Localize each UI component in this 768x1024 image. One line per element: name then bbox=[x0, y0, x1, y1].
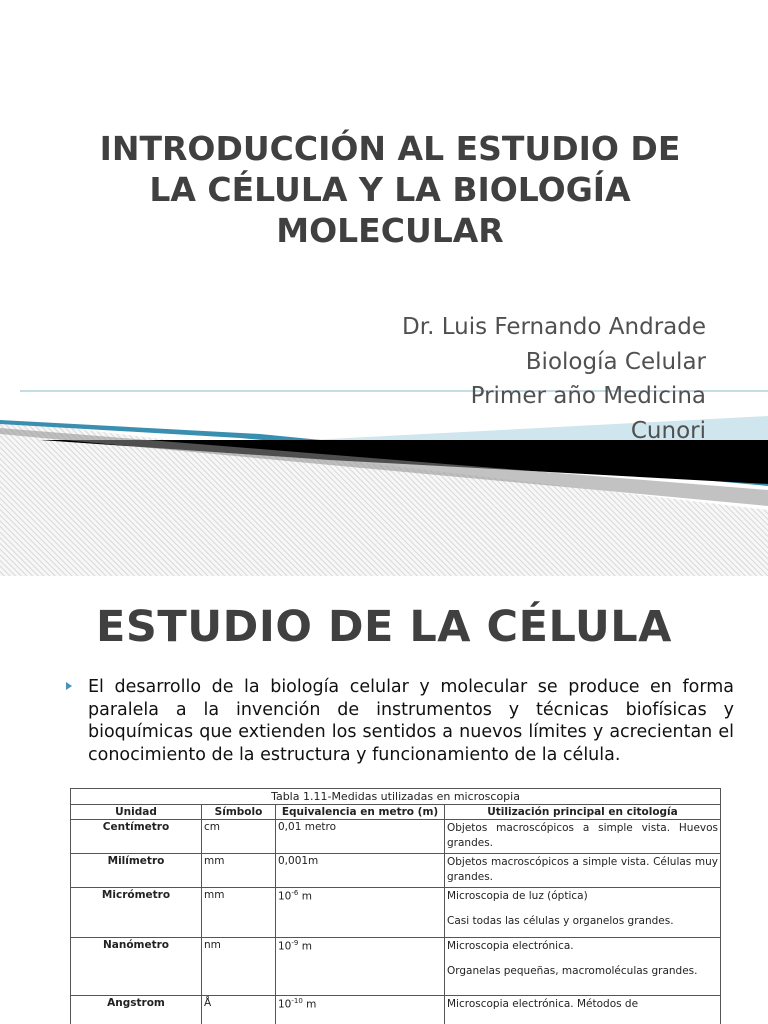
unit-cell: Milímetro bbox=[71, 854, 202, 888]
table-row bbox=[71, 854, 721, 888]
author-name: Dr. Luis Fernando Andrade bbox=[402, 314, 706, 340]
symbol-cell: cm bbox=[202, 820, 276, 854]
use-cell: Objetos macroscópicos a simple vista. Células muy grandes. bbox=[445, 854, 721, 888]
unit-cell: Angstrom bbox=[71, 996, 202, 1024]
unit-cell: Centímetro bbox=[71, 820, 202, 854]
author-info bbox=[402, 310, 706, 448]
title-line: INTRODUCCIÓN AL ESTUDIO DE bbox=[99, 129, 681, 168]
slide-title bbox=[40, 128, 740, 251]
symbol-cell: Å bbox=[202, 996, 276, 1024]
measurement-table bbox=[70, 788, 721, 1024]
course-name: Biología Celular bbox=[525, 348, 706, 375]
title-line: LA CÉLULA Y LA BIOLOGÍA bbox=[149, 170, 631, 209]
equivalence-cell: 0,01 metro bbox=[276, 820, 445, 854]
use-cell: Microscopia electrónica. Métodos de bbox=[445, 996, 721, 1024]
equivalence-cell: 0,001m bbox=[276, 854, 445, 888]
use-cell: Microscopia de luz (óptica) Casi todas las células y organelos grandes. bbox=[445, 888, 721, 938]
bullet-item bbox=[66, 676, 734, 766]
table-header-row bbox=[71, 805, 721, 820]
unit-cell: Nanómetro bbox=[71, 938, 202, 996]
slide-title: ESTUDIO DE LA CÉLULA bbox=[96, 602, 672, 652]
table-row bbox=[71, 938, 721, 996]
table-row bbox=[71, 996, 721, 1024]
institution: Cunori bbox=[630, 417, 706, 444]
equivalence-cell: $10^{-6}$ m bbox=[276, 888, 445, 938]
use-cell: Microscopia electrónica. Organelas pequeñas, macromoléculas grandes. bbox=[445, 938, 721, 996]
title-line: MOLECULAR bbox=[276, 211, 504, 250]
column-header: Equivalencia en metro (m) bbox=[276, 805, 445, 820]
table-row bbox=[71, 888, 721, 938]
measurement-table-container bbox=[70, 788, 722, 1024]
use-cell: Objetos macroscópicos a simple vista. Huevos grandes. bbox=[445, 820, 721, 854]
column-header: Símbolo bbox=[202, 805, 276, 820]
symbol-cell: nm bbox=[202, 938, 276, 996]
year-program: Primer año Medicina bbox=[470, 383, 706, 409]
column-header: Utilización principal en citología bbox=[445, 805, 721, 820]
equivalence-cell: $10^{-10}$ m bbox=[276, 996, 445, 1024]
table-row bbox=[71, 820, 721, 854]
bullet-arrow-icon bbox=[66, 682, 72, 690]
equivalence-cell: $10^{-9}$ m bbox=[276, 938, 445, 996]
table-caption: Tabla 1.11-Medidas utilizadas en microscopia bbox=[71, 789, 721, 805]
column-header: Unidad bbox=[71, 805, 202, 820]
symbol-cell: mm bbox=[202, 888, 276, 938]
bullet-text: El desarrollo de la biología celular y molecular se produce en forma paralela a la invención de instrumentos y técnicas biofísicas y bioquímicas que extienden los sentidos a nuevos límites y acrecientan el conocimiento de la estructura y funcionamiento de la célula. bbox=[88, 677, 734, 765]
content-slide bbox=[0, 576, 768, 1024]
symbol-cell: mm bbox=[202, 854, 276, 888]
unit-cell: Micrómetro bbox=[71, 888, 202, 938]
